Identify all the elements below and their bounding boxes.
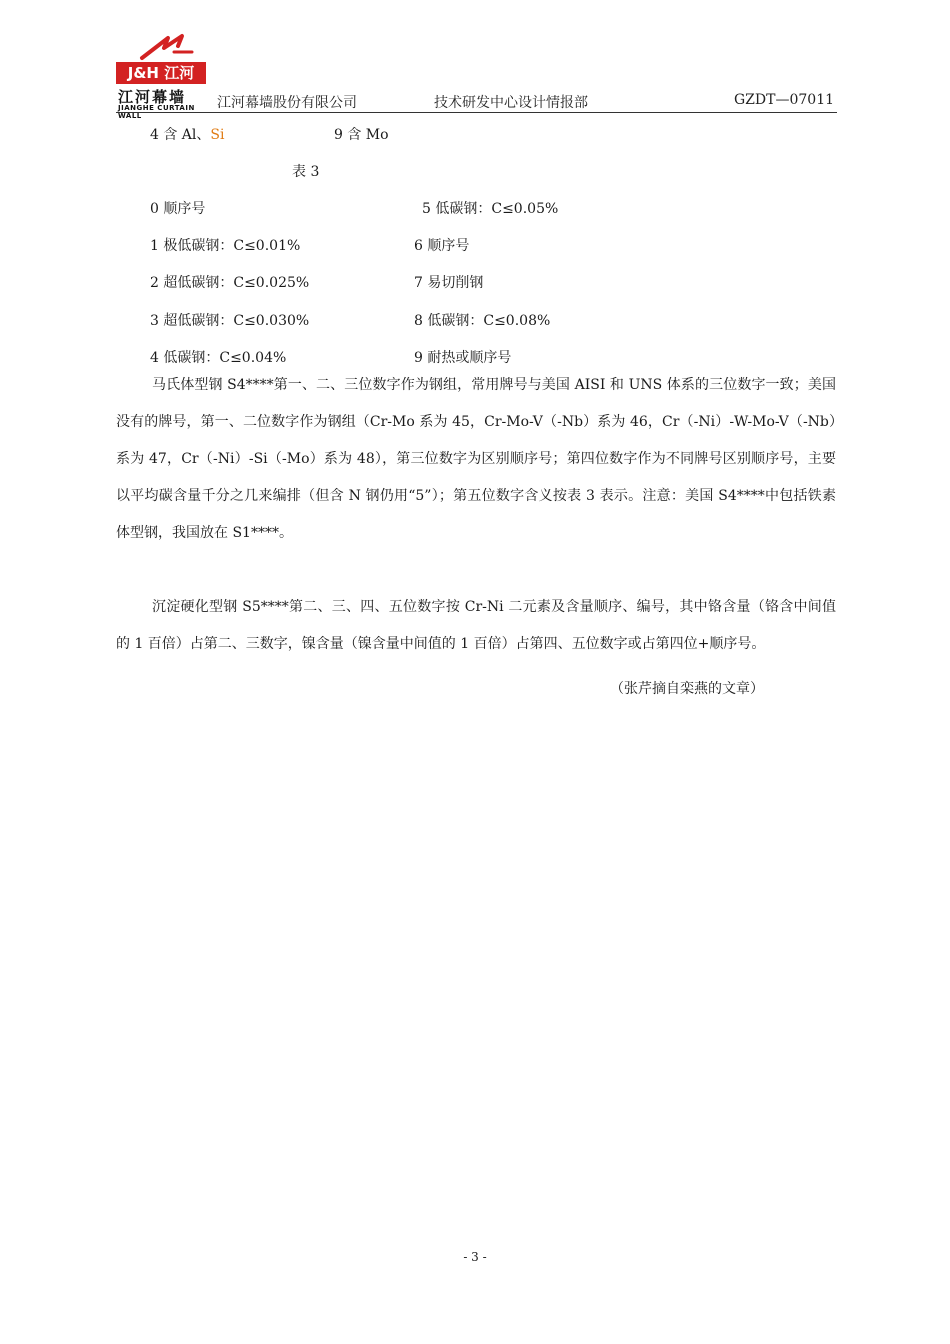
logo-brand: J&H 江河 [116,62,206,84]
table3-row-right: 6 顺序号 [414,238,470,254]
header-company: 江河幕墙股份有限公司 [217,95,357,111]
table3-row-left: 4 低碳钢：C≤0.04% [150,350,287,366]
table3-row-left: 2 超低碳钢：C≤0.025% [150,275,310,291]
attribution: （张芹摘自栾燕的文章） [610,681,764,697]
logo-chinese-name: 江河幕墙 [118,88,187,106]
item-4-al-si [150,125,224,145]
table3-row-right: 7 易切削钢 [414,275,484,291]
company-logo [116,32,208,120]
item-9-mo: 9 含 Mo [334,127,389,143]
table3-row-left: 1 极低碳钢：C≤0.01% [150,238,301,254]
header-doc-code: GZDT—07011 [734,92,835,108]
table3-row-left: 3 超低碳钢：C≤0.030% [150,313,310,329]
item-4-si: Si [210,127,225,143]
item-4-prefix: 4 含 Al、 [150,127,211,143]
page-number: - 3 - [463,1250,487,1264]
header-department: 技术研发中心设计情报部 [434,95,588,111]
logo-english-name: JIANGHE CURTAIN WALL [118,104,195,120]
table3-row-right: 5 低碳钢：C≤0.05% [422,201,559,217]
table3-row-right: 8 低碳钢：C≤0.08% [414,313,551,329]
header-divider [116,112,837,113]
table3-title: 表 3 [292,164,320,180]
paragraph-martensitic: 马氏体型钢 S4****第一、二、三位数字作为钢组，常用牌号与美国 AISI 和 UNS 体系的三位数字一致；美国没有的牌号，第一、二位数字作为钢组（Cr-Mo 系为 45，Cr-Mo-V（-Nb）系为 46，Cr（-Ni）-W-Mo-V（-Nb）系为 47，Cr（-Ni）-Si（-Mo）系为 48），第三位数字为区别顺序号；第四位数字作为不同牌号区别顺序号，主要以平均碳含量千分之几来编排（但含 N 钢仍用“5”）；第五位数字含义按表 3 表示。注意：美国 S4****中包括铁素体型钢，我国放在 S1****。 [116,377,836,541]
logo-swoosh-icon [138,32,198,62]
table3-row-right: 9 耐热或顺序号 [414,350,512,366]
paragraph-precipitation-hardening: 沉淀硬化型钢 S5****第二、三、四、五位数字按 Cr-Ni 二元素及含量顺序、编号，其中铬含量（铬含中间值的 1 百倍）占第二、三数字，镍含量（镍含量中间值的 1 百倍）占第四、五位数字或占第四位+顺序号。 [116,599,836,652]
table3-row-left: 0 顺序号 [150,201,206,217]
